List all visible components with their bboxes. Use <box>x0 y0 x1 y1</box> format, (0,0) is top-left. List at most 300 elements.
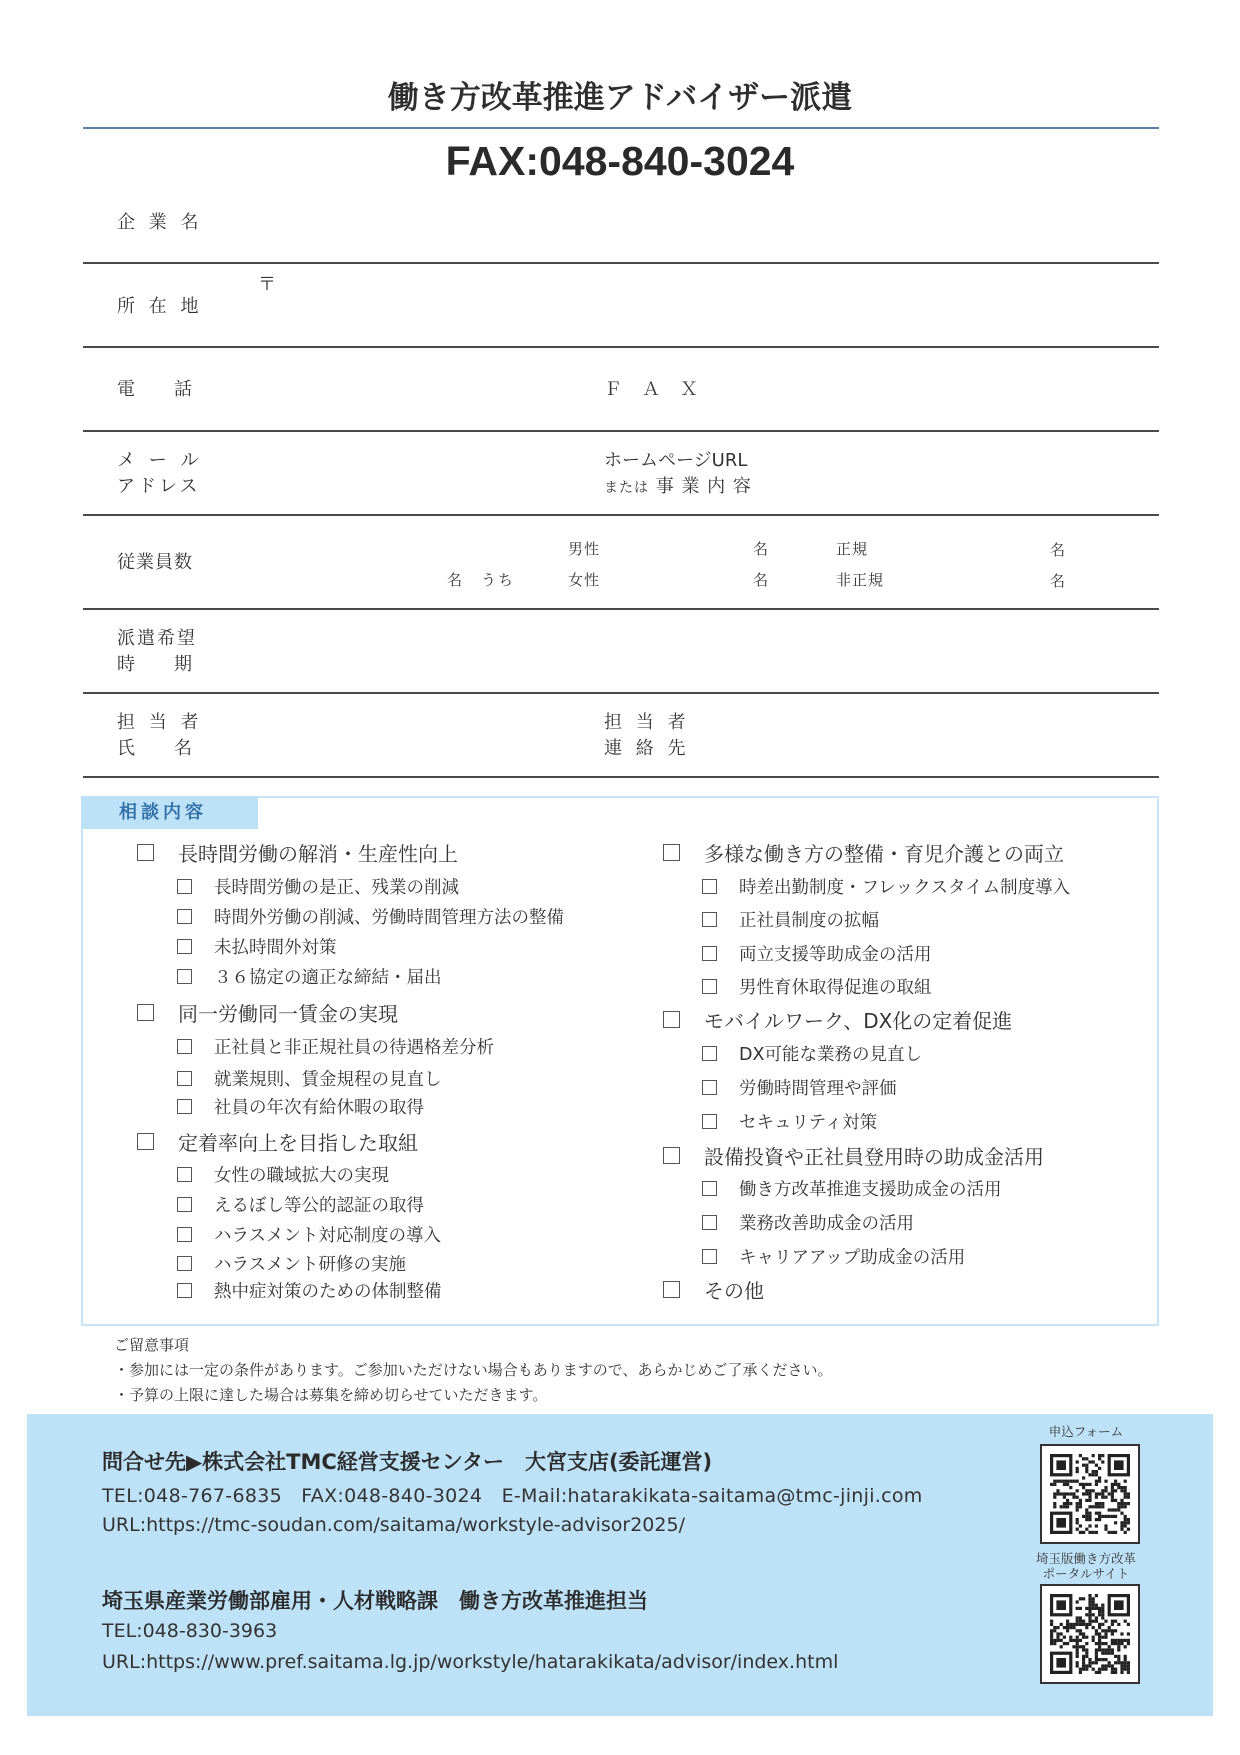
qr-module <box>1127 1518 1130 1521</box>
qr-module <box>1111 1499 1114 1502</box>
qr-module <box>1085 1492 1088 1495</box>
qr-module <box>1127 1639 1130 1642</box>
qr-module <box>1095 1492 1098 1495</box>
checkbox-item-sub[interactable] <box>177 1162 389 1187</box>
checkbox-label: 長時間労働の解消・生産性向上 <box>178 842 458 866</box>
qr-module <box>1095 1655 1098 1658</box>
qr-module <box>1111 1648 1114 1651</box>
checkbox-item-sub[interactable] <box>702 1210 914 1235</box>
qr-module <box>1088 1515 1091 1518</box>
qr-module <box>1079 1607 1082 1610</box>
checkbox[interactable] <box>663 1281 680 1298</box>
qr-module <box>1117 1623 1120 1626</box>
qr-module <box>1120 1512 1123 1515</box>
checkbox-item-sub[interactable] <box>177 874 459 899</box>
qr-module <box>1076 1645 1079 1648</box>
checkbox-item-main[interactable] <box>663 1141 1044 1170</box>
qr-module <box>1082 1483 1085 1486</box>
qr-module <box>1063 1480 1066 1483</box>
phone-label: 電 話 <box>117 379 193 400</box>
checkbox[interactable] <box>137 1133 154 1150</box>
qr-module <box>1108 1664 1111 1667</box>
qr-module <box>1101 1648 1104 1651</box>
qr-module <box>1079 1524 1082 1527</box>
qr-module <box>1088 1610 1091 1613</box>
male-unit: 名 <box>753 540 770 558</box>
qr-module <box>1053 1626 1056 1629</box>
qr-module <box>1050 1629 1053 1632</box>
qr-module <box>1056 1626 1059 1629</box>
qr-module <box>1111 1515 1114 1518</box>
qr-module <box>1072 1626 1075 1629</box>
qr-module <box>1066 1502 1069 1505</box>
qr-module <box>1063 1492 1066 1495</box>
qr-module <box>1120 1524 1123 1527</box>
qr-module <box>1082 1515 1085 1518</box>
qr-module <box>1114 1521 1117 1524</box>
qr-module <box>1092 1454 1095 1457</box>
checkbox-item-sub[interactable] <box>177 934 337 959</box>
qr-module <box>1098 1658 1101 1661</box>
qr-module <box>1095 1483 1098 1486</box>
qr-module <box>1076 1636 1079 1639</box>
qr-module <box>1127 1632 1130 1635</box>
qr-module <box>1124 1489 1127 1492</box>
qr-module <box>1066 1620 1069 1623</box>
checkbox-label: 女性の職域拡大の実現 <box>214 1166 389 1186</box>
qr-module <box>1127 1661 1130 1664</box>
qr-module <box>1095 1464 1098 1467</box>
female-label: 女性 <box>568 571 601 589</box>
checkbox-item-sub[interactable] <box>177 1034 494 1059</box>
primary-contact-phone-fax-email: TEL:048-767-6835 FAX:048-840-3024 E-Mail:hatarakikata-saitama@tmc-jinji.com <box>102 1485 923 1507</box>
checkbox[interactable] <box>702 912 717 927</box>
qr-module <box>1076 1496 1079 1499</box>
qr-module <box>1098 1518 1101 1521</box>
qr-module <box>1050 1620 1053 1623</box>
checkbox-item-sub[interactable] <box>177 964 442 989</box>
qr-module <box>1101 1616 1104 1619</box>
qr-module <box>1098 1476 1101 1479</box>
qr-finder-pattern <box>1056 1518 1066 1528</box>
checkbox[interactable] <box>702 1046 717 1061</box>
qr-module <box>1127 1671 1130 1674</box>
qr-module <box>1114 1642 1117 1645</box>
checkbox[interactable] <box>663 844 680 861</box>
qr-module <box>1056 1489 1059 1492</box>
checkbox[interactable] <box>702 879 717 894</box>
checkbox-label: えるぼし等公的認証の取得 <box>214 1196 424 1216</box>
qr-module <box>1088 1661 1091 1664</box>
checkbox[interactable] <box>177 1227 192 1242</box>
checkbox-label: 定着率向上を目指した取組 <box>178 1131 418 1155</box>
company-name-label: 企 業 名 <box>117 212 203 233</box>
checkbox-item-main[interactable] <box>663 838 1064 867</box>
checkbox-item-sub[interactable] <box>177 1278 442 1303</box>
qr-module <box>1092 1604 1095 1607</box>
qr-module <box>1108 1492 1111 1495</box>
qr-module <box>1076 1661 1079 1664</box>
qr-module <box>1098 1636 1101 1639</box>
checkbox-item-sub[interactable] <box>702 874 1070 899</box>
form-divider <box>83 514 1159 516</box>
qr-module <box>1114 1620 1117 1623</box>
checkbox-item-sub[interactable] <box>702 907 879 932</box>
regular-label: 正規 <box>836 540 869 558</box>
qr-module <box>1092 1636 1095 1639</box>
qr-module <box>1092 1620 1095 1623</box>
qr-module <box>1092 1470 1095 1473</box>
qr-module <box>1124 1518 1127 1521</box>
qr-module <box>1082 1620 1085 1623</box>
qr-finder-pattern <box>1056 1600 1066 1610</box>
qr-module <box>1069 1486 1072 1489</box>
qr-module <box>1076 1505 1079 1508</box>
qr-module <box>1063 1483 1066 1486</box>
qr-module <box>1092 1489 1095 1492</box>
checkbox-item-sub[interactable] <box>177 1251 406 1276</box>
nonregular-unit: 名 <box>1050 572 1067 590</box>
qr-module <box>1079 1645 1082 1648</box>
qr-module <box>1095 1658 1098 1661</box>
qr-module <box>1076 1508 1079 1511</box>
qr-code-icon[interactable] <box>1040 1444 1140 1544</box>
checkbox-label: セキュリティ対策 <box>739 1113 878 1133</box>
qr-finder-pattern <box>1056 1658 1066 1668</box>
qr-module <box>1104 1620 1107 1623</box>
qr-code-icon[interactable] <box>1040 1584 1140 1684</box>
qr-module <box>1088 1499 1091 1502</box>
checkbox[interactable] <box>177 879 192 894</box>
qr-module <box>1063 1636 1066 1639</box>
qr-module <box>1082 1531 1085 1534</box>
qr-module <box>1053 1639 1056 1642</box>
qr-module <box>1124 1658 1127 1661</box>
qr-module <box>1085 1489 1088 1492</box>
qr-module <box>1072 1645 1075 1648</box>
form-divider <box>83 430 1159 432</box>
qr-module <box>1104 1636 1107 1639</box>
qr-module <box>1095 1648 1098 1651</box>
qr-module <box>1111 1531 1114 1534</box>
qr-module <box>1085 1655 1088 1658</box>
checkbox[interactable] <box>137 1004 154 1021</box>
checkbox-label: 多様な働き方の整備・育児介護との両立 <box>704 842 1064 866</box>
checkbox-item-main[interactable] <box>663 1275 764 1304</box>
dispatch-period-label-line2: 時 期 <box>117 654 193 675</box>
qr-module <box>1079 1597 1082 1600</box>
checkbox-label: その他 <box>704 1279 764 1303</box>
checkbox[interactable] <box>177 1099 192 1114</box>
checkbox-item-sub[interactable] <box>702 941 932 966</box>
qr-module <box>1111 1632 1114 1635</box>
qr-module <box>1088 1505 1091 1508</box>
checkbox-item-sub[interactable] <box>702 1075 897 1100</box>
checkbox-label: ハラスメント研修の実施 <box>214 1255 406 1275</box>
qr-module <box>1124 1661 1127 1664</box>
checkbox-label: 正社員制度の拡幅 <box>739 911 879 931</box>
qr-module <box>1101 1664 1104 1667</box>
checkbox-label: 業務改善助成金の活用 <box>739 1214 914 1234</box>
checkbox[interactable] <box>702 1080 717 1095</box>
qr-module <box>1085 1642 1088 1645</box>
qr-module <box>1079 1505 1082 1508</box>
qr-module <box>1098 1648 1101 1651</box>
qr-module <box>1124 1655 1127 1658</box>
qr-module <box>1082 1492 1085 1495</box>
qr-module <box>1095 1607 1098 1610</box>
checkbox-item-sub[interactable] <box>702 974 932 999</box>
qr-module <box>1098 1457 1101 1460</box>
qr-module <box>1066 1642 1069 1645</box>
qr-module <box>1117 1642 1120 1645</box>
qr-module <box>1120 1632 1123 1635</box>
qr-module <box>1101 1502 1104 1505</box>
checkbox-item-sub[interactable] <box>177 1066 442 1091</box>
checkbox[interactable] <box>137 844 154 861</box>
qr-module <box>1085 1607 1088 1610</box>
qr-module <box>1120 1671 1123 1674</box>
qr-module <box>1088 1473 1091 1476</box>
qr-module <box>1098 1632 1101 1635</box>
qr-module <box>1092 1668 1095 1671</box>
checkbox[interactable] <box>177 1197 192 1212</box>
qr-module <box>1092 1600 1095 1603</box>
checkbox[interactable] <box>663 1147 680 1164</box>
notes-section <box>114 1333 833 1408</box>
employees-unit-uchi: 名 うち <box>447 571 516 589</box>
qr-module <box>1114 1639 1117 1642</box>
qr-module <box>1127 1668 1130 1671</box>
qr-module <box>1117 1508 1120 1511</box>
qr-module <box>1092 1613 1095 1616</box>
qr-module <box>1079 1531 1082 1534</box>
qr-module <box>1101 1658 1104 1661</box>
qr-module <box>1111 1483 1114 1486</box>
qr-module <box>1072 1492 1075 1495</box>
qr-module <box>1098 1492 1101 1495</box>
qr-module <box>1053 1492 1056 1495</box>
checkbox-item-sub[interactable] <box>177 1222 441 1247</box>
checkbox-item-main[interactable] <box>137 998 398 1027</box>
qr-module <box>1092 1639 1095 1642</box>
secondary-contact-phone: TEL:048-830-3963 <box>102 1620 278 1642</box>
qr-module <box>1082 1655 1085 1658</box>
qr-module <box>1053 1505 1056 1508</box>
qr-module <box>1085 1464 1088 1467</box>
qr-module <box>1066 1505 1069 1508</box>
qr-module <box>1127 1528 1130 1531</box>
qr-module <box>1085 1515 1088 1518</box>
qr-module <box>1098 1607 1101 1610</box>
qr-module <box>1114 1531 1117 1534</box>
qr-module <box>1076 1664 1079 1667</box>
qr-module <box>1104 1528 1107 1531</box>
qr-module <box>1079 1668 1082 1671</box>
qr-module <box>1063 1642 1066 1645</box>
qr-module <box>1124 1531 1127 1534</box>
qr-module <box>1104 1642 1107 1645</box>
qr-module <box>1111 1671 1114 1674</box>
qr-module <box>1076 1616 1079 1619</box>
checkbox-item-sub[interactable] <box>177 1192 424 1217</box>
qr-module <box>1098 1610 1101 1613</box>
nonregular-label: 非正規 <box>836 571 885 589</box>
checkbox-label: DX可能な業務の見直し <box>739 1045 922 1065</box>
qr-module <box>1050 1623 1053 1626</box>
qr-module <box>1069 1636 1072 1639</box>
qr-module <box>1082 1645 1085 1648</box>
qr-module <box>1076 1623 1079 1626</box>
qr-module <box>1060 1480 1063 1483</box>
qr-module <box>1063 1496 1066 1499</box>
homepage-label-line1: ホームページURL <box>604 450 748 471</box>
checkbox-label: 働き方改革推進支援助成金の活用 <box>739 1180 1002 1200</box>
qr-module <box>1101 1492 1104 1495</box>
qr-module <box>1085 1636 1088 1639</box>
qr-module <box>1101 1610 1104 1613</box>
checkbox[interactable] <box>177 909 192 924</box>
qr-module <box>1076 1620 1079 1623</box>
checkbox[interactable] <box>177 1283 192 1298</box>
qr-module <box>1082 1476 1085 1479</box>
checkbox[interactable] <box>702 1181 717 1196</box>
qr-module <box>1092 1597 1095 1600</box>
qr-module <box>1098 1480 1101 1483</box>
qr-module <box>1101 1489 1104 1492</box>
qr-module <box>1120 1528 1123 1531</box>
qr-module <box>1104 1658 1107 1661</box>
qr-module <box>1108 1648 1111 1651</box>
checkbox-item-sub[interactable] <box>702 1244 965 1269</box>
qr-module <box>1085 1499 1088 1502</box>
qr-module <box>1076 1642 1079 1645</box>
checkbox-item-sub[interactable] <box>702 1041 922 1066</box>
qr-module <box>1114 1483 1117 1486</box>
qr-module <box>1124 1521 1127 1524</box>
checkbox[interactable] <box>702 1114 717 1129</box>
checkbox[interactable] <box>177 969 192 984</box>
qr-module <box>1095 1642 1098 1645</box>
qr-module <box>1088 1496 1091 1499</box>
checkbox-label: 両立支援等助成金の活用 <box>739 945 932 965</box>
checkbox[interactable] <box>702 1249 717 1264</box>
qr-module <box>1085 1664 1088 1667</box>
qr-module <box>1124 1496 1127 1499</box>
qr-module <box>1104 1524 1107 1527</box>
checkbox[interactable] <box>177 1039 192 1054</box>
qr-module <box>1095 1473 1098 1476</box>
qr-module <box>1076 1521 1079 1524</box>
qr-module <box>1082 1668 1085 1671</box>
checkbox[interactable] <box>702 979 717 994</box>
qr-module <box>1085 1613 1088 1616</box>
qr-module <box>1108 1515 1111 1518</box>
checkbox[interactable] <box>663 1011 680 1028</box>
qr-module <box>1095 1594 1098 1597</box>
qr-module <box>1088 1597 1091 1600</box>
qr-module <box>1098 1623 1101 1626</box>
qr-module <box>1127 1623 1130 1626</box>
checkbox-item-main[interactable] <box>137 838 458 867</box>
contact-info-label-line1: 担 当 者 <box>604 712 690 733</box>
checkbox[interactable] <box>177 1167 192 1182</box>
qr-module <box>1088 1460 1091 1463</box>
qr-module <box>1101 1652 1104 1655</box>
qr-module <box>1104 1652 1107 1655</box>
qr-module <box>1124 1620 1127 1623</box>
qr-module <box>1124 1505 1127 1508</box>
checkbox-item-sub[interactable] <box>177 1094 424 1119</box>
qr-module <box>1120 1639 1123 1642</box>
qr-module <box>1098 1512 1101 1515</box>
checkbox[interactable] <box>702 946 717 961</box>
primary-contact-url[interactable]: URL:https://tmc-soudan.com/saitama/workstyle-advisor2025/ <box>102 1514 685 1536</box>
qr-module <box>1101 1460 1104 1463</box>
checkbox-item-sub[interactable] <box>177 904 564 929</box>
qr-module <box>1101 1613 1104 1616</box>
form-divider <box>83 262 1159 264</box>
checkbox[interactable] <box>177 1256 192 1271</box>
qr-module <box>1104 1486 1107 1489</box>
qr-module <box>1111 1508 1114 1511</box>
qr-module <box>1101 1515 1104 1518</box>
qr-module <box>1072 1639 1075 1642</box>
qr-finder-pattern <box>1056 1460 1066 1470</box>
checkbox[interactable] <box>177 1071 192 1086</box>
qr-module <box>1060 1623 1063 1626</box>
qr-module <box>1092 1661 1095 1664</box>
qr-module <box>1111 1496 1114 1499</box>
qr-module <box>1101 1607 1104 1610</box>
qr-module <box>1069 1626 1072 1629</box>
qr-module <box>1120 1502 1123 1505</box>
checkbox[interactable] <box>702 1215 717 1230</box>
qr-module <box>1104 1664 1107 1667</box>
checkbox-item-sub[interactable] <box>702 1176 1002 1201</box>
secondary-contact-url[interactable]: URL:https://www.pref.saitama.lg.jp/workstyle/hatarakikata/advisor/index.html <box>102 1651 839 1673</box>
qr-module <box>1085 1626 1088 1629</box>
qr-module <box>1098 1645 1101 1648</box>
qr-module <box>1117 1645 1120 1648</box>
qr-module <box>1098 1505 1101 1508</box>
qr-module <box>1088 1594 1091 1597</box>
qr-module <box>1066 1480 1069 1483</box>
qr-module <box>1098 1613 1101 1616</box>
qr-module <box>1111 1652 1114 1655</box>
qr-module <box>1092 1505 1095 1508</box>
checkbox-item-main[interactable] <box>663 1005 1012 1034</box>
qr-module <box>1098 1467 1101 1470</box>
qr-module <box>1098 1626 1101 1629</box>
qr-module <box>1076 1518 1079 1521</box>
notes-heading: ご留意事項 <box>114 1336 190 1354</box>
qr-module <box>1050 1483 1053 1486</box>
qr-module <box>1117 1648 1120 1651</box>
qr-module <box>1114 1480 1117 1483</box>
checkbox-item-sub[interactable] <box>702 1109 877 1134</box>
qr-module <box>1127 1521 1130 1524</box>
notes-item: ・参加には一定の条件があります。ご参加いただけない場合もありますので、あらかじめご了承ください。 <box>114 1361 833 1379</box>
qr-module <box>1088 1616 1091 1619</box>
qr-module <box>1088 1664 1091 1667</box>
qr-module <box>1120 1661 1123 1664</box>
qr-module <box>1114 1655 1117 1658</box>
checkbox-item-main[interactable] <box>137 1127 418 1156</box>
postal-mark: 〒 <box>258 274 277 295</box>
checkbox[interactable] <box>177 939 192 954</box>
qr-module <box>1056 1632 1059 1635</box>
